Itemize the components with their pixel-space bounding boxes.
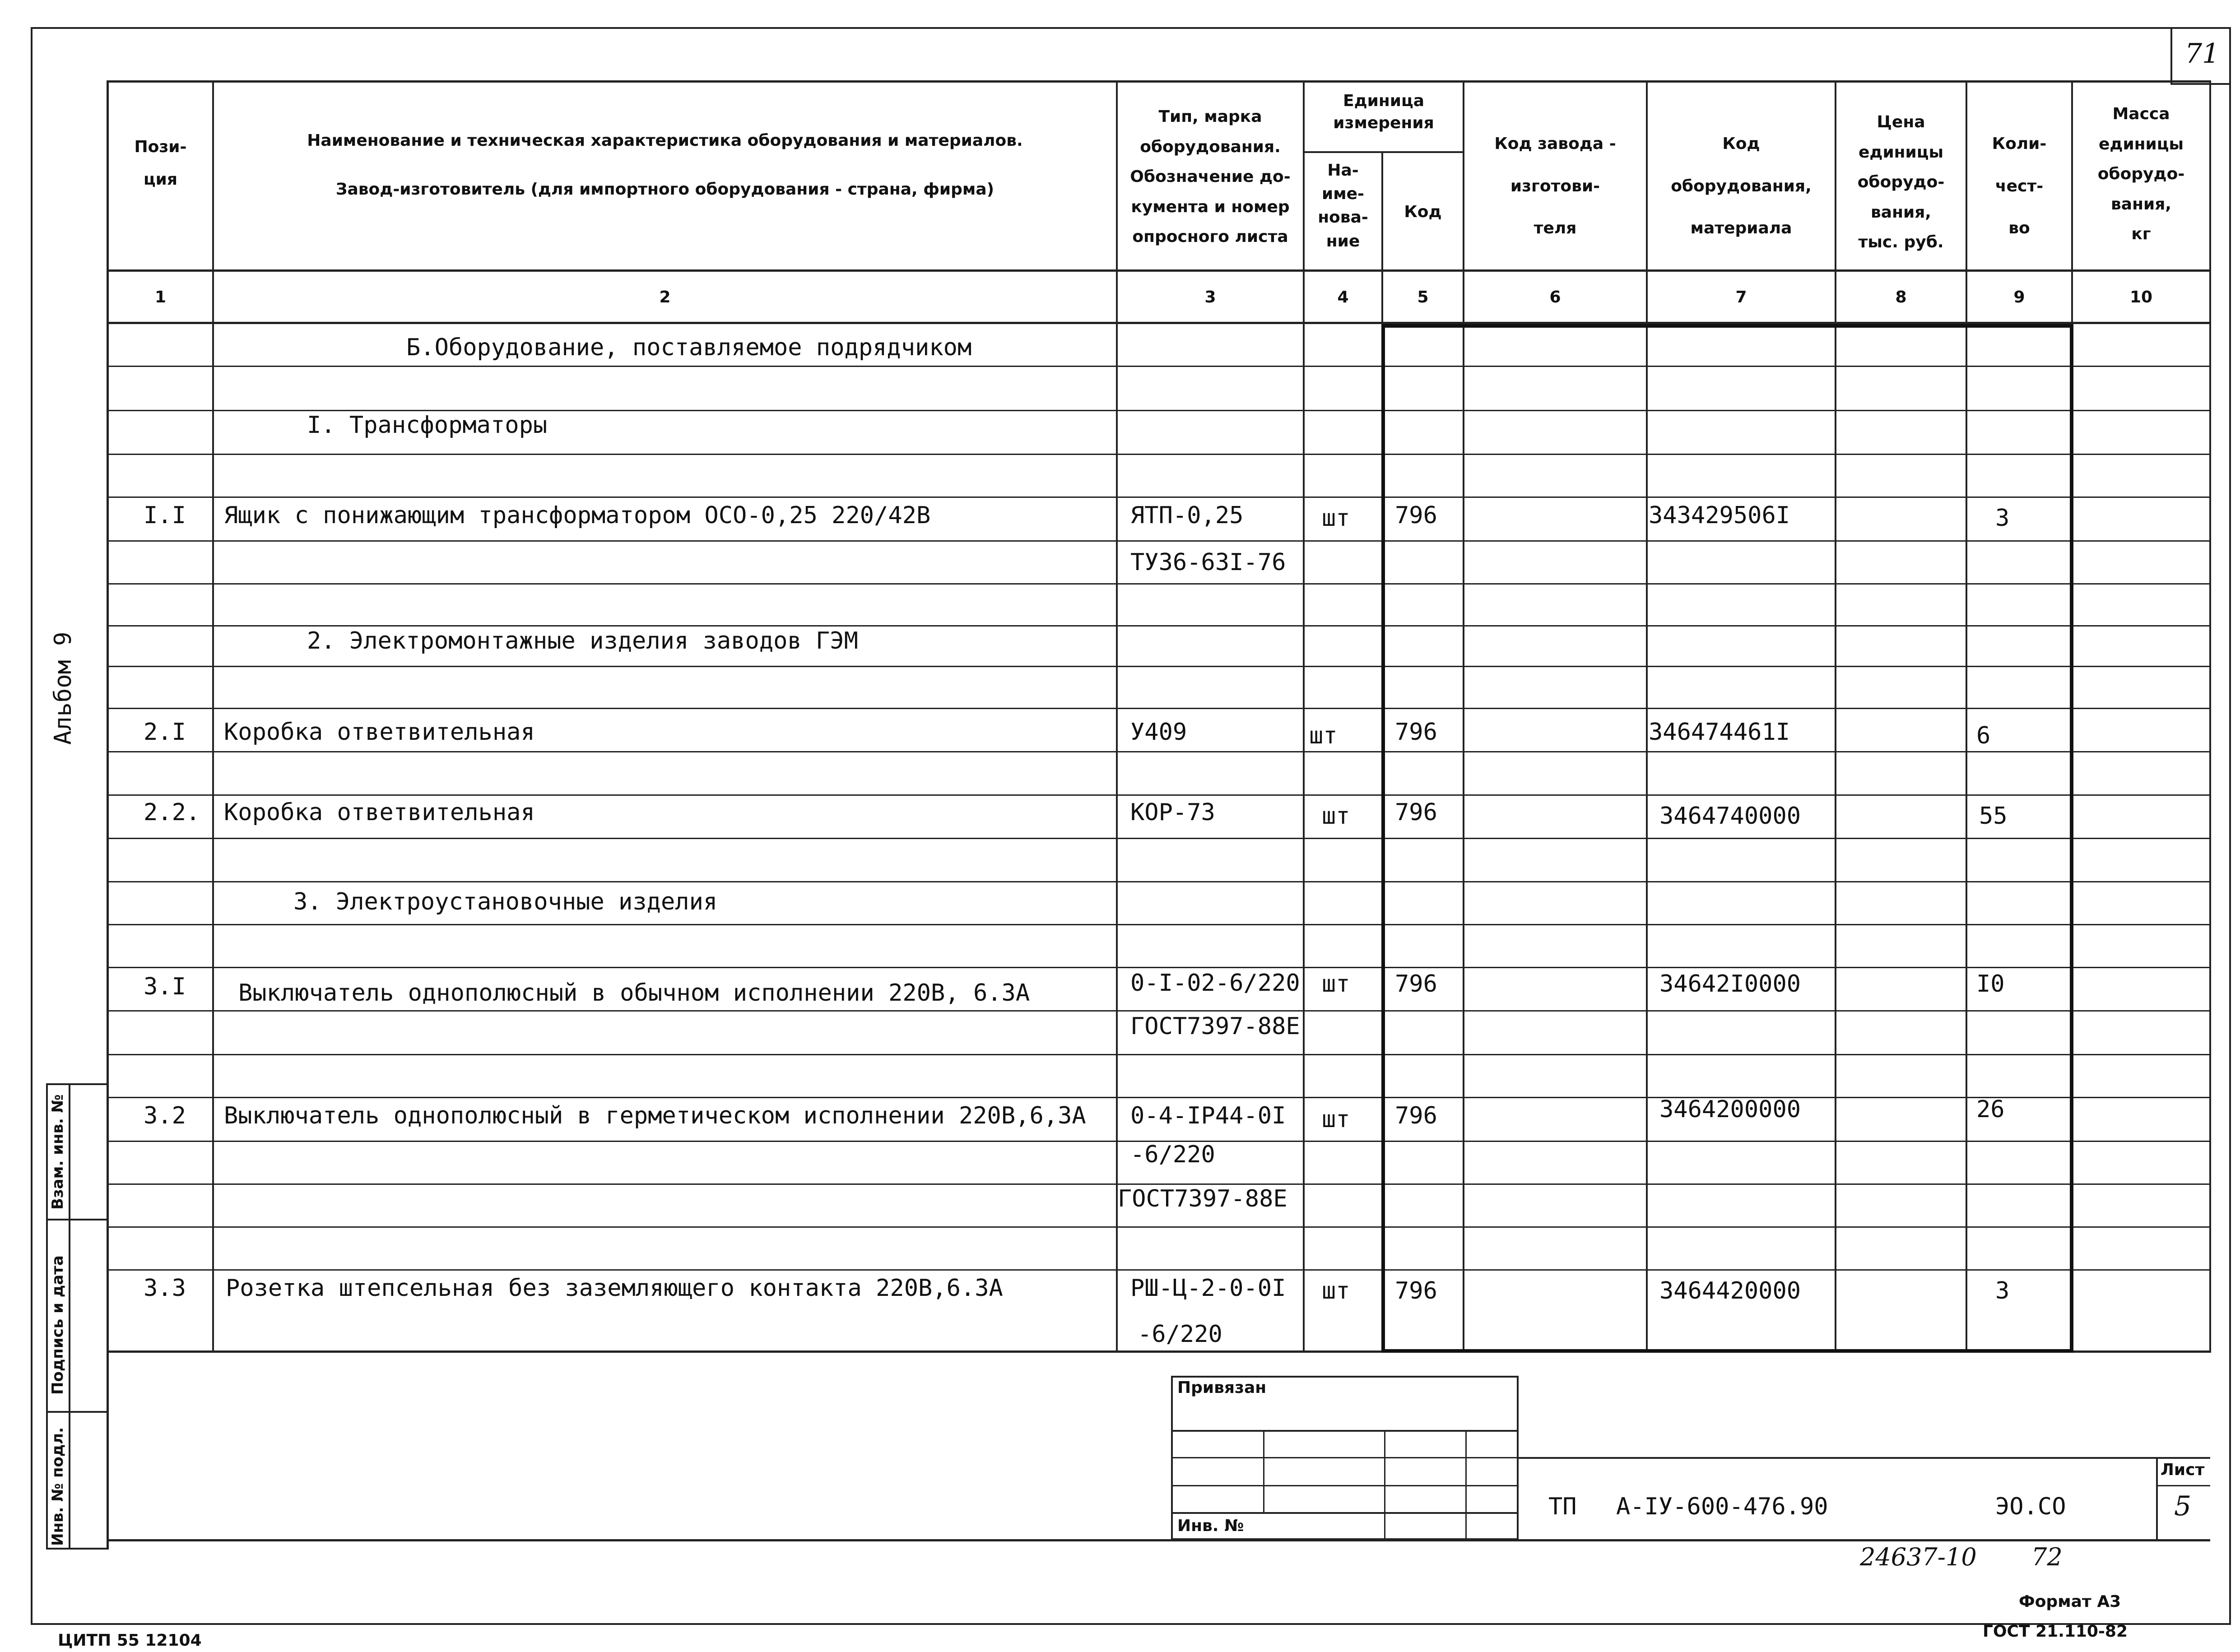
row-unit: шт	[1322, 1277, 1350, 1304]
header-unit-name: На- име- нова- ние	[1318, 161, 1368, 251]
column-number: 7	[1735, 288, 1747, 306]
row-unit-code: 796	[1395, 799, 1437, 826]
privyazan-col	[1465, 1430, 1467, 1540]
header-position: Пози- ция	[134, 138, 187, 189]
stamp-podpis-data: Подпись и дата	[49, 1255, 67, 1395]
column-number: 4	[1337, 288, 1349, 306]
col-line	[1303, 80, 1305, 1353]
inv-no-label: Инв. №	[1177, 1517, 1244, 1535]
page-number: 71	[2185, 38, 2220, 70]
row-unit: шт	[1322, 505, 1350, 532]
side-stamp-line	[46, 1411, 107, 1413]
row-quantity: 3	[1995, 505, 2010, 532]
row-unit-code: 796	[1395, 1102, 1437, 1129]
titleblock-top	[1519, 1457, 2210, 1459]
row-equipment-code: 3464420000	[1659, 1277, 1801, 1304]
row-position: 3.3	[144, 1275, 186, 1302]
side-stamp-line	[46, 1219, 107, 1220]
header-bottom-line	[107, 269, 2210, 272]
row-unit-code: 796	[1395, 719, 1437, 746]
album-label: Альбом 9	[50, 631, 77, 745]
col-line	[1116, 80, 1118, 1353]
row-equipment-code: 346474461I	[1649, 719, 1790, 746]
titleblock-bottom	[107, 1539, 2210, 1541]
side-stamp-divider	[69, 1083, 70, 1550]
row-name: Выключатель однополюсный в обычном исполнении 220В, 6.3А	[238, 979, 1030, 1007]
header-unit-code: Код	[1404, 203, 1442, 221]
row-position: 2.I	[144, 719, 186, 746]
row-quantity: 55	[1979, 803, 2008, 830]
row-type: -6/220	[1130, 1141, 1215, 1168]
row-equipment-code: 343429506I	[1649, 502, 1790, 529]
stamp-inv-podl: Инв. № подл.	[49, 1427, 67, 1546]
row-name: Выключатель однополюсный в герметическом исполнении 220В,6,3А	[224, 1102, 1086, 1129]
titleblock-sheet-divider	[2156, 1457, 2158, 1539]
row-equipment-code: 3464740000	[1659, 803, 1801, 830]
row-type: -6/220	[1138, 1321, 1222, 1348]
sheet-number: 5	[2174, 1490, 2192, 1522]
row-type: ТУ36-63I-76	[1130, 549, 1286, 576]
format-label: Формат А3	[2019, 1592, 2121, 1611]
titleblock-sheet-line	[2156, 1485, 2210, 1486]
row-name: Ящик с понижающим трансформатором ОСО-0,25 220/42В	[224, 502, 931, 529]
row-unit-code: 796	[1395, 502, 1437, 529]
column-number: 1	[154, 288, 167, 306]
row-name: Розетка штепсельная без заземляющего контакта 220В,6.3А	[226, 1275, 1003, 1302]
row-position: 2.2.	[144, 799, 200, 826]
column-number: 3	[1204, 288, 1216, 306]
row-type: ГОСТ7397-88Е	[1130, 1013, 1300, 1040]
row-equipment-code: 3464200000	[1659, 1096, 1801, 1123]
print-stamp: ЦИТП 55 12104	[58, 1631, 202, 1650]
row-position: 3.2	[144, 1102, 186, 1129]
header-unit-group: Единица измерения	[1333, 92, 1434, 132]
row-name: Коробка ответвительная	[224, 799, 535, 826]
row-quantity: 6	[1976, 722, 1991, 749]
row-name: Коробка ответвительная	[224, 719, 535, 746]
row-unit: шт	[1322, 803, 1350, 830]
column-number: 6	[1549, 288, 1561, 306]
column-number: 2	[659, 288, 671, 306]
row-type: РШ-Ц-2-0-0I	[1130, 1275, 1286, 1302]
row-type: КОР-73	[1130, 799, 1215, 826]
row-unit-code: 796	[1395, 970, 1437, 998]
section-heading: 2. Электромонтажные изделия заводов ГЭМ	[307, 627, 858, 654]
header-type: Тип, марка оборудования. Обозначение до- кумента и номер опросного листа	[1130, 107, 1291, 246]
column-number: 9	[2013, 288, 2025, 306]
row-quantity: 26	[1976, 1096, 2005, 1123]
row-unit: шт	[1309, 722, 1338, 749]
header-name-line1: Наименование и техническая характеристика оборудования и материалов.	[307, 131, 1023, 150]
gost-label: ГОСТ 21.110-82	[1983, 1622, 2128, 1641]
stamp-vzam-inv: Взам. инв. №	[49, 1094, 67, 1210]
privyazan-label: Привязан	[1177, 1378, 1267, 1397]
thick-data-block	[1381, 324, 2073, 1353]
doc-suffix: ЭО.СО	[1995, 1493, 2066, 1520]
row-type: 0-4-IP44-0I	[1130, 1102, 1286, 1129]
header-price: Цена единицы оборудо- вания, тыс. руб.	[1857, 113, 1945, 252]
row-unit-code: 796	[1395, 1277, 1437, 1304]
doc-prefix: ТП	[1548, 1493, 1577, 1520]
column-number: 8	[1895, 288, 1907, 306]
handwritten-number: 24637-10	[1860, 1543, 1977, 1571]
col-line	[2209, 80, 2211, 1353]
row-type: ЯТП-0,25	[1130, 502, 1244, 529]
section-heading: Б.Оборудование, поставляемое подрядчиком	[406, 334, 972, 361]
row-type: 0-I-02-6/220	[1130, 970, 1300, 997]
doc-code: А-IУ-600-476.90	[1616, 1493, 1828, 1520]
sheet-label: Лист	[2161, 1461, 2205, 1479]
row-type: У409	[1130, 719, 1187, 746]
table-top-line	[107, 80, 2210, 83]
row-equipment-code: 34642I0000	[1659, 970, 1801, 998]
handwritten-sheet: 72	[2031, 1543, 2063, 1571]
section-heading: I. Трансформаторы	[307, 412, 548, 439]
header-factory-code: Код завода - изготови- теля	[1494, 135, 1616, 238]
header-quantity: Коли- чест- во	[1992, 135, 2047, 238]
header-mass: Масса единицы оборудо- вания, кг	[2097, 105, 2185, 244]
privyazan-col	[1263, 1430, 1264, 1512]
col-line	[212, 80, 214, 1353]
unit-split-line	[1303, 151, 1464, 153]
header-equipment-code: Код оборудования, материала	[1671, 135, 1812, 238]
column-number: 5	[1417, 288, 1429, 306]
row-type: ГОСТ7397-88Е	[1118, 1185, 1287, 1212]
row-quantity: I0	[1976, 970, 2005, 998]
column-number: 10	[2129, 288, 2153, 306]
row-position: 3.I	[144, 973, 186, 1000]
header-name-line2: Завод-изготовитель (для импортного оборудования - страна, фирма)	[335, 180, 995, 199]
row-unit: шт	[1322, 1106, 1350, 1133]
row-unit: шт	[1322, 970, 1350, 998]
privyazan-col	[1384, 1430, 1385, 1540]
row-position: I.I	[144, 502, 186, 529]
section-heading: 3. Электроустановочные изделия	[293, 888, 718, 915]
row-quantity: 3	[1995, 1277, 2010, 1304]
